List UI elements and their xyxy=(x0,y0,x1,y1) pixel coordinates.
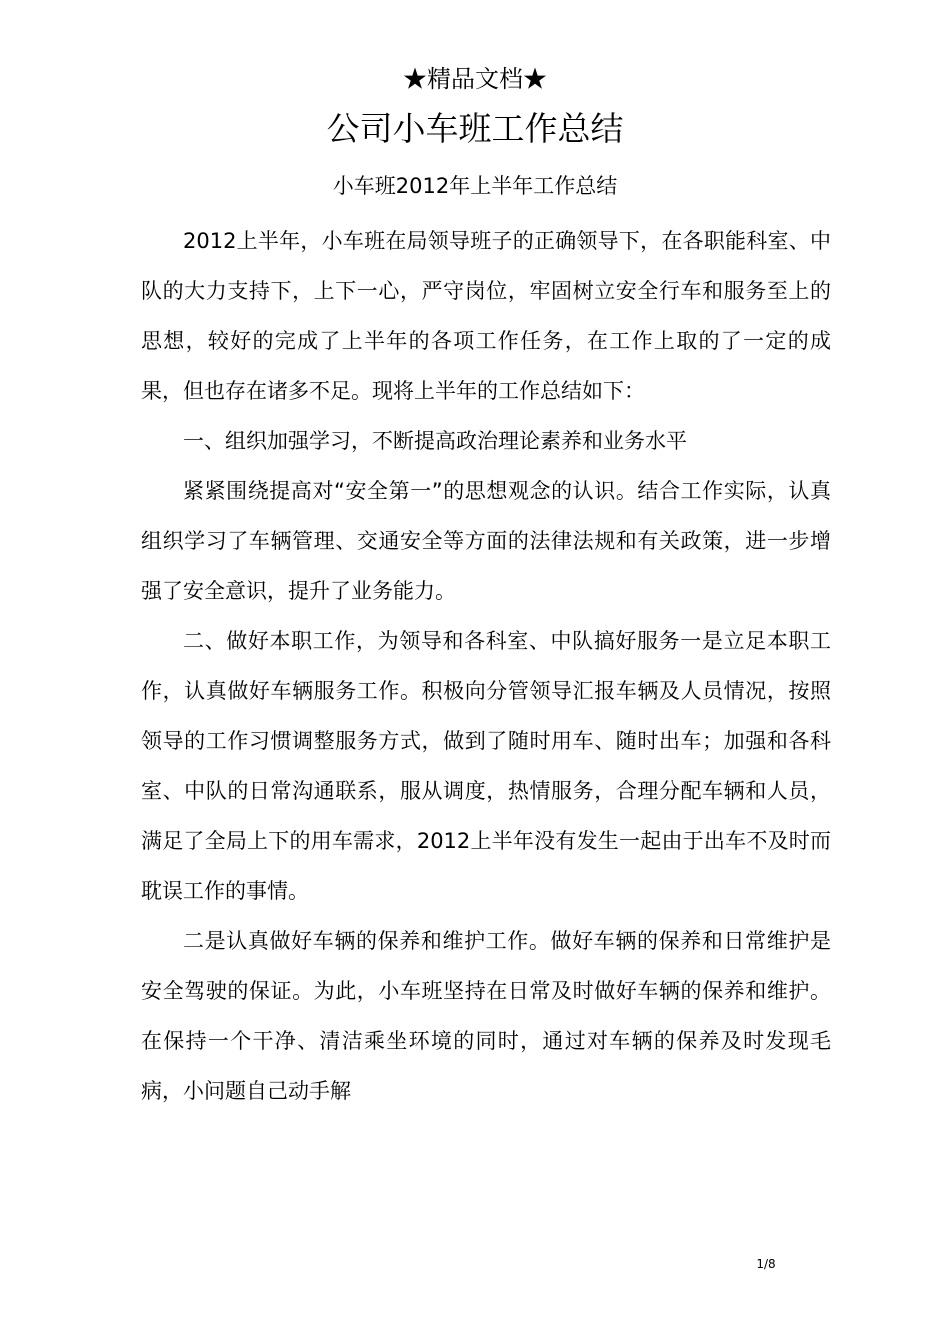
paragraph-section-two: 二、做好本职工作，为领导和各科室、中队搞好服务一是立足本职工作，认真做好车辆服务工作。积极向分管领导汇报车辆及人员情况，按照领导的工作习惯调整服务方式，做到了随时用车、随时出车；加强和各科室、中队的日常沟通联系，服从调度，热情服务，合理分配车辆和人员，满足了全局上下的用车需求，2012上半年没有发生一起由于出车不及时而耽误工作的事情。 xyxy=(141,629,831,903)
paragraph-intro: 2012上半年，小车班在局领导班子的正确领导下，在各职能科室、中队的大力支持下，上下一心，严守岗位，牢固树立安全行车和服务至上的思想，较好的完成了上半年的各项工作任务，在工作上取的了一定的成果，但也存在诸多不足。现将上半年的工作总结如下： xyxy=(141,229,831,403)
document-title: 公司小车班工作总结 xyxy=(326,109,624,148)
page-number: 1/8 xyxy=(756,1257,776,1271)
paragraph-section-one-body: 紧紧围绕提高对“安全第一”的思想观念的认识。结合工作实际，认真组织学习了车辆管理、交通安全等方面的法律法规和有关政策，进一步增强了安全意识，提升了业务能力。 xyxy=(141,479,831,603)
document-body xyxy=(141,216,831,1116)
document-subtitle: 小车班2012年上半年工作总结 xyxy=(332,174,618,198)
paragraph-maintenance: 二是认真做好车辆的保养和维护工作。做好车辆的保养和日常维护是安全驾驶的保证。为此，小车班坚持在日常及时做好车辆的保养和维护。在保持一个干净、清洁乘坐环境的同时，通过对车辆的保养及时发现毛病，小问题自己动手解 xyxy=(141,929,831,1103)
paragraph-section-one-heading: 一、组织加强学习，不断提高政治理论素养和业务水平 xyxy=(183,429,687,453)
document-header: ★精品文档★ xyxy=(403,65,547,93)
